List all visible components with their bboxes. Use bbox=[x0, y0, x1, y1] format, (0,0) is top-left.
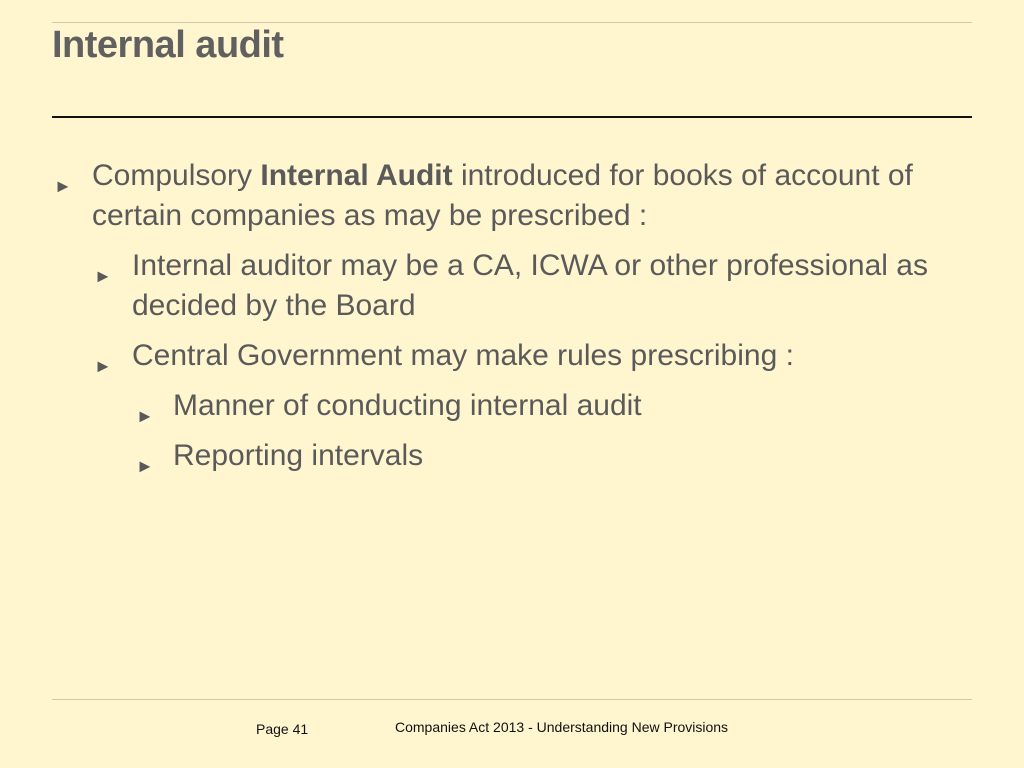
top-divider bbox=[52, 22, 972, 23]
slide-content bbox=[52, 156, 952, 486]
bullet-manner-of-conducting bbox=[52, 386, 952, 426]
bullet-compulsory-internal-audit bbox=[52, 156, 952, 236]
bottom-divider bbox=[52, 699, 972, 700]
slide-title: Internal audit bbox=[52, 24, 284, 66]
title-underline bbox=[52, 116, 972, 118]
bullet-arrow-icon: ► bbox=[136, 406, 154, 426]
bullet-arrow-icon: ► bbox=[94, 266, 112, 286]
bullet-text: Reporting intervals bbox=[173, 439, 424, 472]
bullet-text-part: introduced for books of account of certain companies as may be prescribed : bbox=[92, 159, 913, 232]
bullet-arrow-icon: ► bbox=[54, 176, 72, 196]
bullet-arrow-icon: ► bbox=[94, 356, 112, 376]
bullet-text: Manner of conducting internal audit bbox=[173, 389, 642, 422]
bullet-emphasis: Internal Audit bbox=[260, 159, 453, 192]
bullet-internal-auditor bbox=[52, 246, 952, 326]
bullet-central-government bbox=[52, 336, 952, 376]
bullet-text-part: Compulsory bbox=[92, 159, 261, 192]
bullet-text: Central Government may make rules prescribing : bbox=[132, 339, 794, 372]
footer-text: Companies Act 2013 - Understanding New Provisions bbox=[395, 719, 729, 735]
bullet-reporting-intervals bbox=[52, 436, 952, 476]
bullet-text: Internal auditor may be a CA, ICWA or other professional as decided by the Board bbox=[132, 249, 928, 322]
bullet-arrow-icon: ► bbox=[136, 456, 154, 476]
page-number: Page 41 bbox=[256, 721, 309, 737]
